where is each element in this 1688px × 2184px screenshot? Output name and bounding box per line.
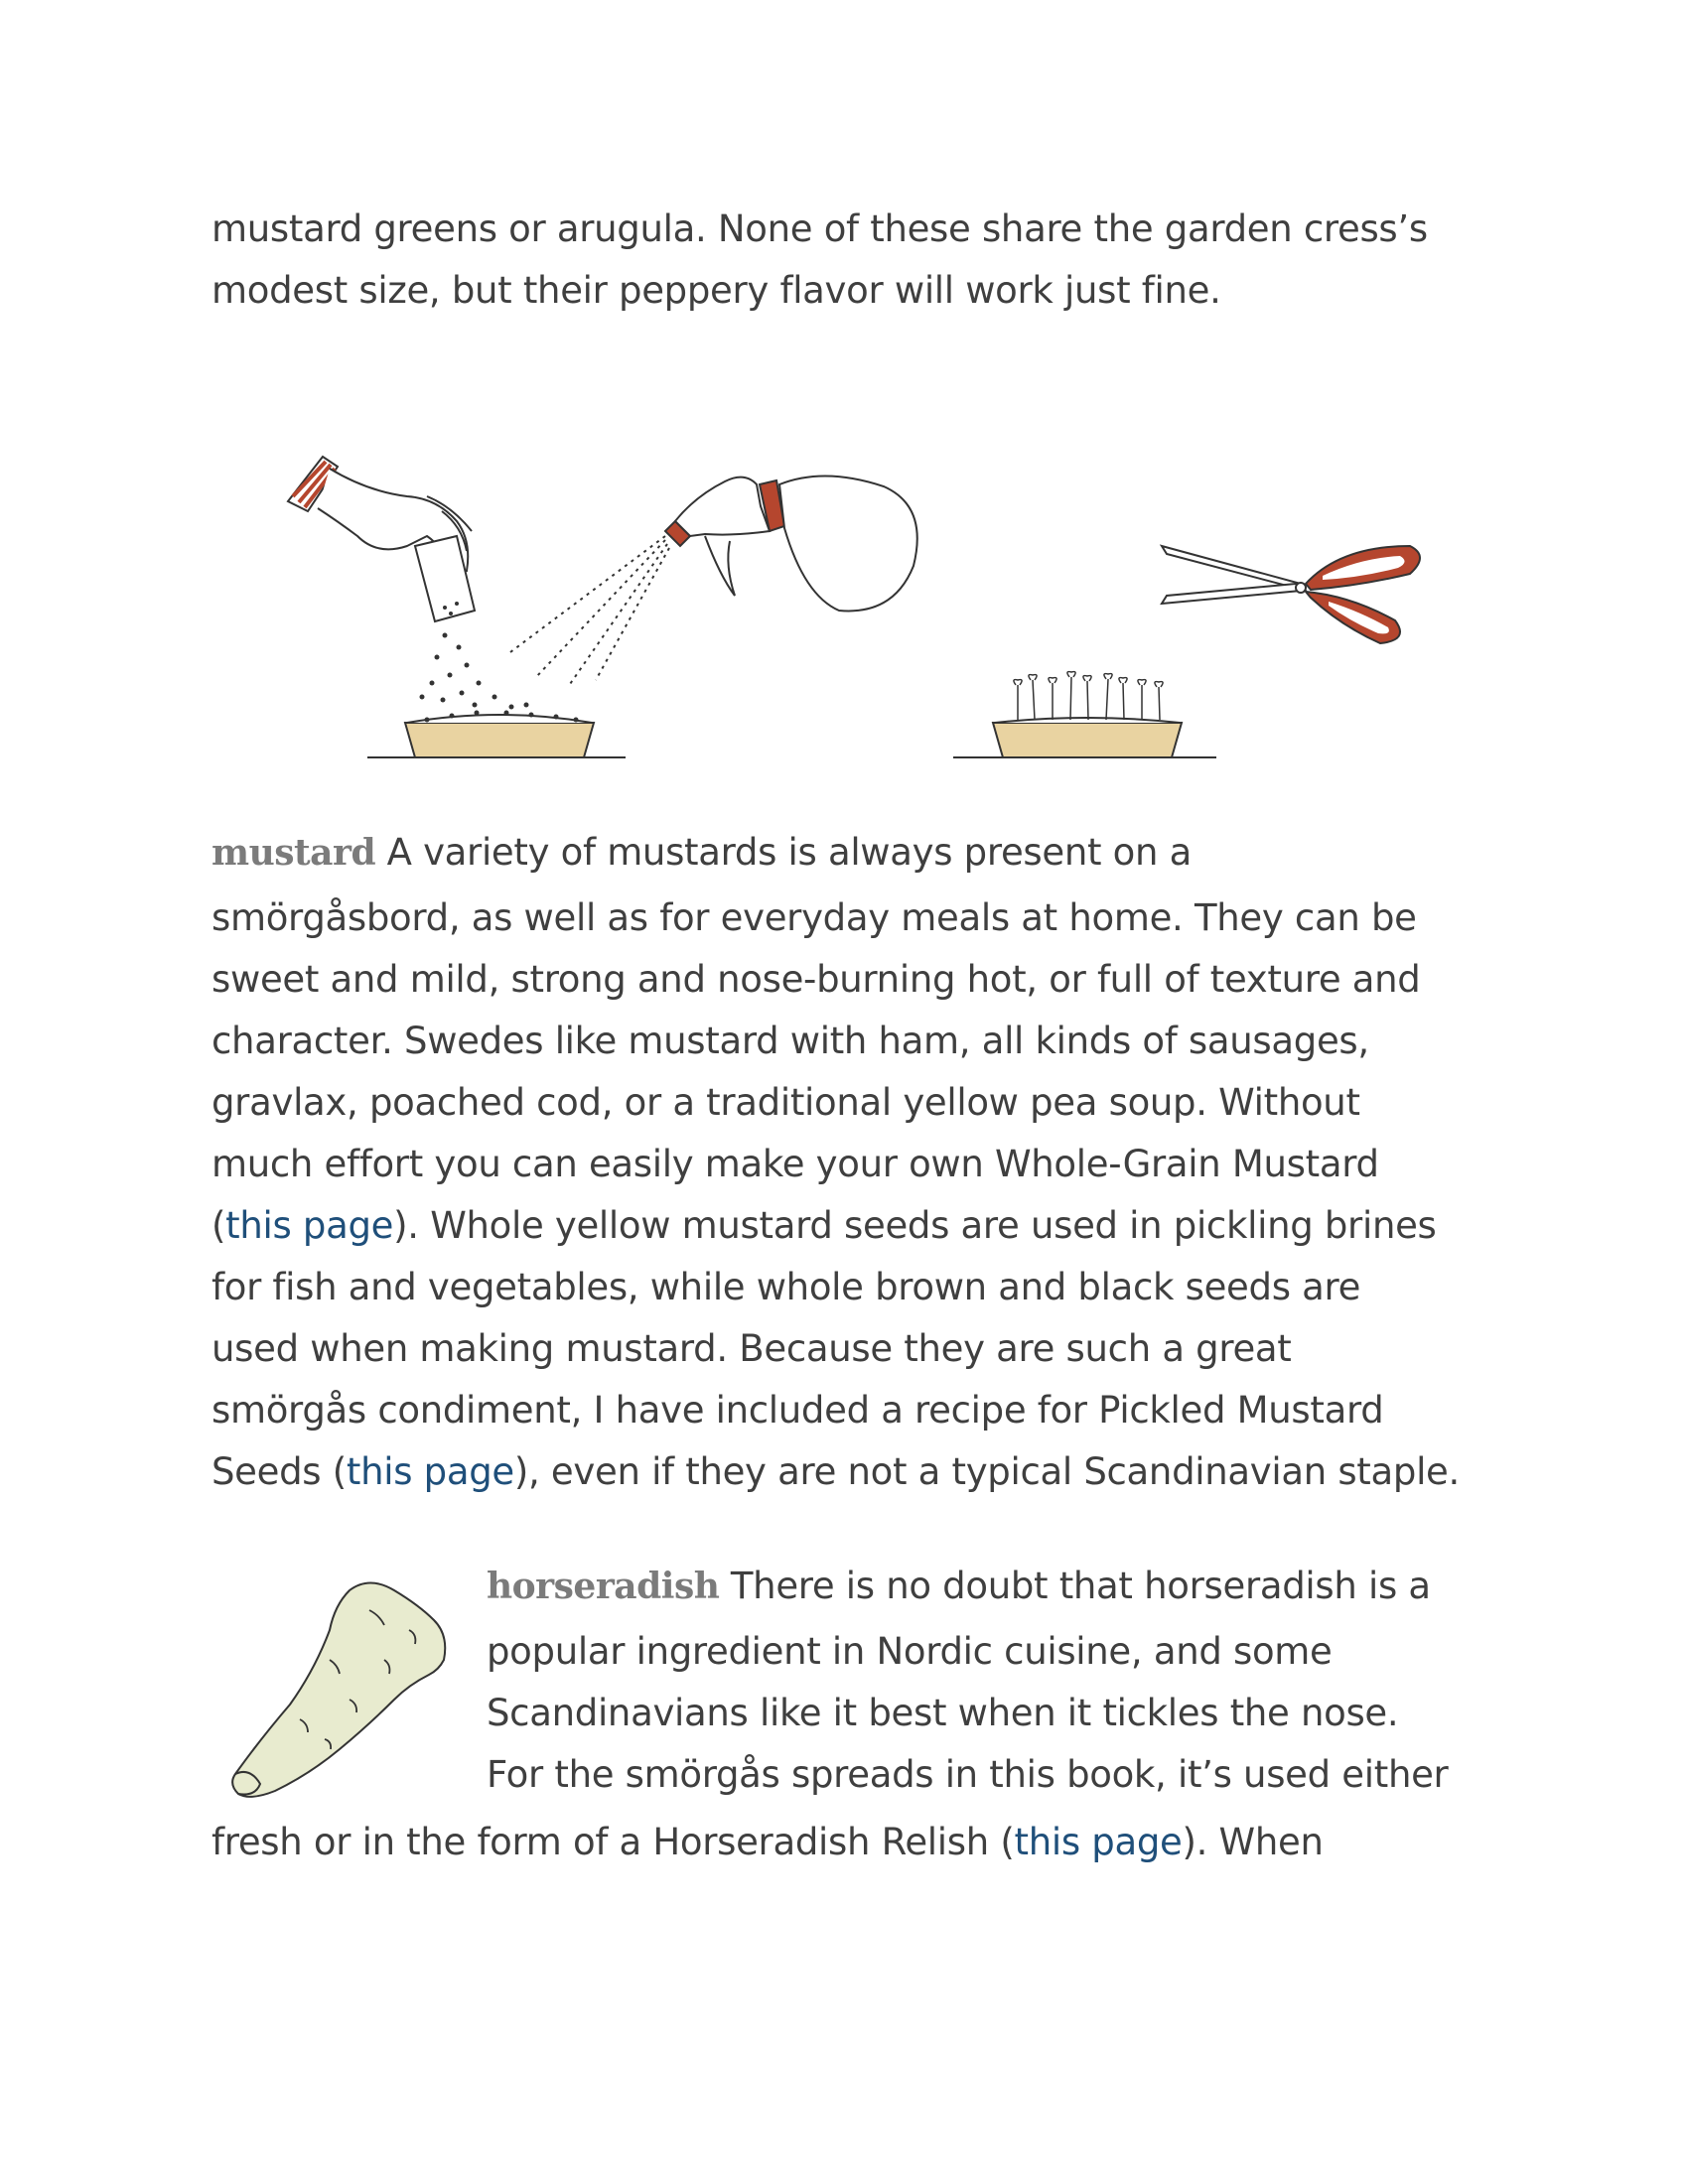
mustard-line: character. Swedes like mustard with ham, all kinds of sausages, (211, 1020, 1369, 1062)
mustard-line (211, 1441, 1492, 1503)
horseradish-first-line (487, 1552, 1499, 1621)
mustard-line: sweet and mild, strong and nose-burning hot, or full of texture and (211, 958, 1421, 1001)
spray-bottle-icon (506, 476, 917, 687)
mustard-line: smörgåsbord, as well as for everyday meals at home. They can be (211, 896, 1417, 939)
mustard-line-text: ), even if they are not a typical Scandinavian staple. (513, 1450, 1460, 1493)
sprout-tray-icon (953, 672, 1216, 757)
horseradish-paragraph (487, 1552, 1499, 1806)
horseradish-line: popular ingredient in Nordic cuisine, and some (487, 1630, 1333, 1673)
seed-tray-icon (367, 711, 626, 758)
mustard-first-line (211, 818, 1492, 887)
horseradish-line-text: There is no doubt that horseradish is a (719, 1565, 1431, 1607)
mustard-line-text: ( (211, 1204, 226, 1247)
horseradish-paragraph-continued (211, 1812, 1492, 1873)
horseradish-line-text: fresh or in the form of a Horseradish Relish ( (211, 1821, 1015, 1863)
mustard-line: smörgås condiment, I have included a recipe for Pickled Mustard (211, 1389, 1384, 1432)
mustard-line-text: Seeds ( (211, 1450, 347, 1493)
hand-shaker-icon (288, 457, 529, 710)
scissors-icon (1162, 546, 1420, 643)
mustard-paragraph (211, 818, 1492, 1503)
mustard-line (211, 1195, 1492, 1257)
horseradish-line: For the smörgås spreads in this book, it’s used either (487, 1753, 1449, 1796)
mustard-line-text: ). Whole yellow mustard seeds are used in pickling brines (393, 1204, 1437, 1247)
horseradish-root-icon (220, 1570, 469, 1809)
intro-line: mustard greens or arugula. None of these share the garden cress’s (211, 207, 1428, 250)
cress-growing-illustration (268, 437, 1440, 774)
this-page-link[interactable]: this page (225, 1204, 394, 1247)
term-horseradish: horseradish (487, 1566, 720, 1607)
mustard-line-text: A variety of mustards is always present on a (375, 831, 1192, 874)
mustard-line: gravlax, poached cod, or a traditional yellow pea soup. Without (211, 1081, 1360, 1124)
mustard-line: much effort you can easily make your own Whole-Grain Mustard (211, 1143, 1379, 1185)
horseradish-line (211, 1812, 1492, 1873)
horseradish-line: Scandinavians like it best when it tickles the nose. (487, 1692, 1399, 1734)
mustard-line: for fish and vegetables, while whole brown and black seeds are (211, 1266, 1361, 1308)
mustard-line: used when making mustard. Because they are such a great (211, 1327, 1292, 1370)
this-page-link[interactable]: this page (1014, 1821, 1183, 1863)
term-mustard: mustard (211, 832, 376, 874)
intro-paragraph (211, 199, 1492, 322)
intro-line: modest size, but their peppery flavor will work just fine. (211, 269, 1221, 312)
horseradish-line-text: ). When (1182, 1821, 1324, 1863)
this-page-link[interactable]: this page (346, 1450, 514, 1493)
